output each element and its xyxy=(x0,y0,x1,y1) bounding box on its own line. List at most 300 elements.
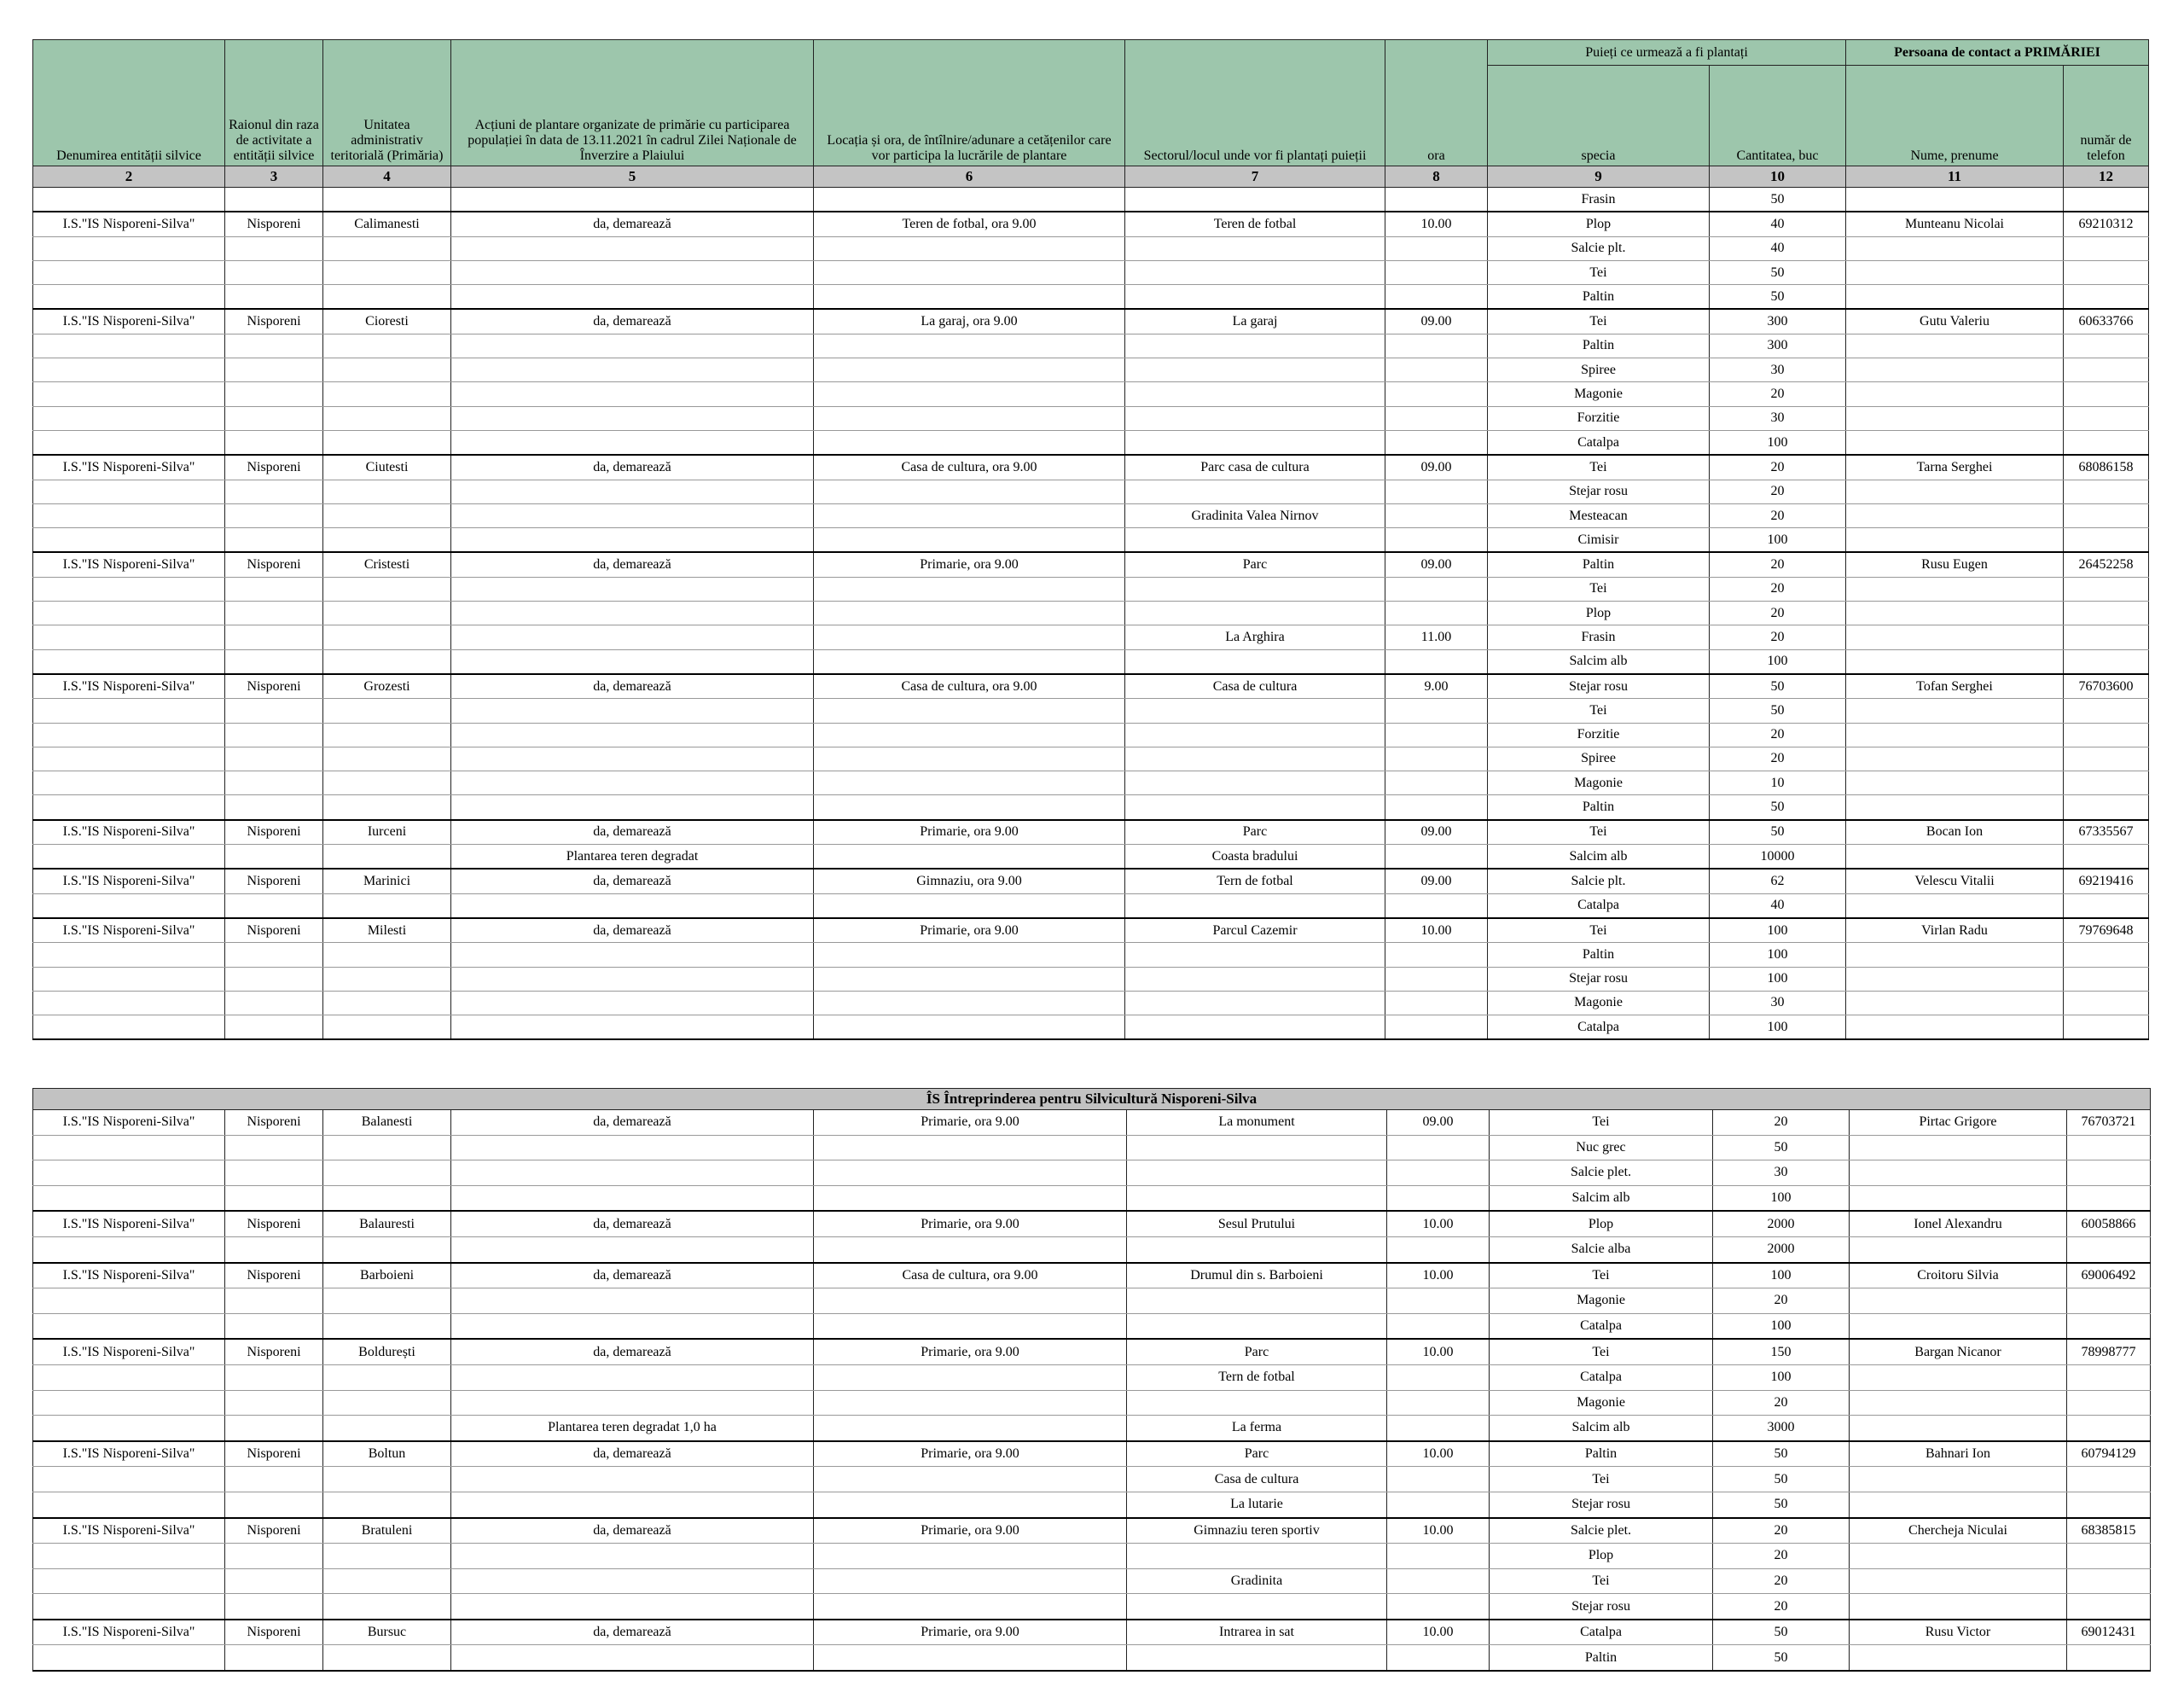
cell-quantity: 100 xyxy=(1710,1015,1846,1040)
cell-entity xyxy=(33,893,225,918)
cell-action xyxy=(451,577,814,601)
cell-species: Salcie plet. xyxy=(1490,1160,1713,1186)
cell-quantity: 100 xyxy=(1710,918,1846,943)
header-hour: ora xyxy=(1385,40,1488,166)
table-row xyxy=(33,1441,2151,1467)
cell-meeting-location: Primarie, ora 9.00 xyxy=(814,552,1125,577)
cell-hour xyxy=(1387,1364,1490,1390)
cell-species: Salcie plt. xyxy=(1488,236,1710,260)
column-number: 6 xyxy=(814,166,1125,188)
cell-entity xyxy=(33,602,225,625)
cell-entity: I.S."IS Nisporeni-Silva" xyxy=(33,212,225,236)
cell-municipality xyxy=(323,1467,451,1492)
cell-municipality xyxy=(323,943,451,967)
cell-phone: 60794129 xyxy=(2067,1441,2151,1467)
cell-district xyxy=(225,1015,323,1040)
cell-species: Catalpa xyxy=(1488,1015,1710,1040)
cell-quantity: 20 xyxy=(1713,1110,1850,1136)
cell-hour: 10.00 xyxy=(1387,1441,1490,1467)
cell-hour xyxy=(1385,771,1488,795)
cell-quantity: 20 xyxy=(1710,723,1846,747)
cell-quantity: 20 xyxy=(1710,577,1846,601)
cell-municipality xyxy=(323,480,451,503)
table-row xyxy=(33,503,2149,527)
cell-district: Nisporeni xyxy=(225,869,323,893)
cell-phone xyxy=(2067,1467,2151,1492)
table-row xyxy=(33,212,2149,236)
cell-quantity: 50 xyxy=(1713,1441,1850,1467)
cell-hour xyxy=(1387,1544,1490,1569)
cell-action xyxy=(451,480,814,503)
cell-species: Tei xyxy=(1488,577,1710,601)
cell-species: Salcie plet. xyxy=(1490,1518,1713,1544)
cell-quantity: 40 xyxy=(1710,236,1846,260)
cell-contact-name xyxy=(1846,503,2064,527)
cell-district xyxy=(225,1135,323,1160)
cell-quantity: 50 xyxy=(1710,795,1846,820)
cell-municipality: Grozesti xyxy=(323,674,451,699)
cell-species: Tei xyxy=(1488,699,1710,723)
cell-meeting-location xyxy=(814,528,1125,553)
cell-district: Nisporeni xyxy=(225,1339,323,1364)
cell-action xyxy=(451,795,814,820)
cell-district xyxy=(225,1185,323,1211)
cell-municipality xyxy=(323,649,451,674)
cell-meeting-location xyxy=(814,503,1125,527)
cell-phone xyxy=(2067,1416,2151,1441)
column-number: 10 xyxy=(1710,166,1846,188)
cell-action xyxy=(451,406,814,430)
table-row xyxy=(33,795,2149,820)
cell-contact-name: Pirtac Grigore xyxy=(1850,1110,2067,1136)
cell-quantity: 2000 xyxy=(1713,1211,1850,1236)
cell-entity xyxy=(33,1467,225,1492)
cell-meeting-location xyxy=(814,893,1125,918)
cell-quantity: 50 xyxy=(1710,285,1846,310)
cell-municipality xyxy=(323,893,451,918)
cell-municipality: Cioresti xyxy=(323,309,451,334)
cell-action xyxy=(451,771,814,795)
cell-meeting-location xyxy=(814,967,1125,991)
cell-district xyxy=(225,893,323,918)
cell-phone xyxy=(2067,1185,2151,1211)
cell-action: da, demarează xyxy=(451,1211,814,1236)
cell-district xyxy=(225,1467,323,1492)
cell-planting-sector xyxy=(1125,602,1385,625)
cell-entity: I.S."IS Nisporeni-Silva" xyxy=(33,869,225,893)
cell-district xyxy=(225,480,323,503)
cell-action xyxy=(451,1288,814,1314)
cell-meeting-location: Primarie, ora 9.00 xyxy=(814,1620,1127,1645)
cell-phone xyxy=(2067,1544,2151,1569)
cell-quantity: 30 xyxy=(1713,1160,1850,1186)
cell-meeting-location xyxy=(814,991,1125,1015)
cell-hour xyxy=(1385,967,1488,991)
cell-hour xyxy=(1385,334,1488,358)
cell-quantity: 50 xyxy=(1710,820,1846,845)
cell-entity xyxy=(33,991,225,1015)
cell-contact-name: Rusu Victor xyxy=(1850,1620,2067,1645)
cell-planting-sector: Coasta bradului xyxy=(1125,845,1385,870)
cell-quantity: 62 xyxy=(1710,869,1846,893)
cell-hour: 09.00 xyxy=(1385,820,1488,845)
cell-phone xyxy=(2064,723,2149,747)
cell-entity xyxy=(33,577,225,601)
cell-contact-name: Croitoru Silvia xyxy=(1850,1263,2067,1288)
cell-entity xyxy=(33,1236,225,1262)
table-row xyxy=(33,1364,2151,1390)
cell-municipality xyxy=(323,1568,451,1594)
cell-municipality: Ciutesti xyxy=(323,455,451,480)
cell-meeting-location xyxy=(814,723,1125,747)
cell-phone: 26452258 xyxy=(2064,552,2149,577)
cell-municipality: Marinici xyxy=(323,869,451,893)
cell-entity: I.S."IS Nisporeni-Silva" xyxy=(33,455,225,480)
table-row xyxy=(33,1645,2151,1671)
cell-meeting-location xyxy=(814,625,1125,649)
cell-meeting-location xyxy=(814,649,1125,674)
table-row xyxy=(33,1263,2151,1288)
cell-contact-name xyxy=(1846,480,2064,503)
cell-meeting-location xyxy=(814,1645,1127,1671)
table-row xyxy=(33,967,2149,991)
cell-phone xyxy=(2064,577,2149,601)
cell-action: da, demarează xyxy=(451,820,814,845)
header-planting-sector: Sectorul/locul unde vor fi plantați puieții xyxy=(1125,40,1385,166)
cell-hour xyxy=(1387,1160,1490,1186)
cell-planting-sector: La lutarie xyxy=(1127,1492,1387,1517)
cell-meeting-location xyxy=(814,1467,1127,1492)
table-row xyxy=(33,674,2149,699)
cell-action xyxy=(451,1390,814,1416)
cell-municipality xyxy=(323,260,451,284)
column-number: 12 xyxy=(2064,166,2149,188)
cell-meeting-location xyxy=(814,602,1125,625)
cell-entity xyxy=(33,1313,225,1339)
cell-hour: 09.00 xyxy=(1385,869,1488,893)
cell-meeting-location xyxy=(814,1594,1127,1620)
cell-district: Nisporeni xyxy=(225,1518,323,1544)
cell-contact-name xyxy=(1846,649,2064,674)
cell-planting-sector xyxy=(1125,577,1385,601)
cell-quantity: 50 xyxy=(1710,188,1846,212)
cell-municipality xyxy=(323,1416,451,1441)
cell-contact-name xyxy=(1850,1492,2067,1517)
cell-quantity: 50 xyxy=(1710,260,1846,284)
cell-contact-name xyxy=(1850,1364,2067,1390)
cell-contact-name xyxy=(1846,577,2064,601)
cell-municipality xyxy=(323,1364,451,1390)
cell-planting-sector xyxy=(1127,1594,1387,1620)
cell-quantity: 10000 xyxy=(1710,845,1846,870)
cell-meeting-location xyxy=(814,1364,1127,1390)
cell-species: Nuc grec xyxy=(1490,1135,1713,1160)
cell-meeting-location: Primarie, ora 9.00 xyxy=(814,1339,1127,1364)
column-number: 7 xyxy=(1125,166,1385,188)
cell-species: Magonie xyxy=(1490,1390,1713,1416)
cell-contact-name xyxy=(1846,699,2064,723)
table-row xyxy=(33,820,2149,845)
cell-quantity: 20 xyxy=(1713,1518,1850,1544)
cell-municipality: Boldurești xyxy=(323,1339,451,1364)
cell-hour xyxy=(1387,1288,1490,1314)
cell-phone xyxy=(2064,967,2149,991)
cell-planting-sector: Parc xyxy=(1127,1441,1387,1467)
cell-meeting-location xyxy=(814,1492,1127,1517)
cell-quantity: 3000 xyxy=(1713,1416,1850,1441)
cell-municipality xyxy=(323,699,451,723)
cell-contact-name: Velescu Vitalii xyxy=(1846,869,2064,893)
cell-planting-sector xyxy=(1125,406,1385,430)
cell-district xyxy=(225,430,323,455)
table-row xyxy=(33,455,2149,480)
cell-contact-name xyxy=(1850,1568,2067,1594)
cell-district xyxy=(225,334,323,358)
cell-planting-sector: Parc xyxy=(1125,552,1385,577)
table-row xyxy=(33,285,2149,310)
cell-planting-sector: La ferma xyxy=(1127,1416,1387,1441)
cell-quantity: 100 xyxy=(1713,1364,1850,1390)
cell-planting-sector xyxy=(1127,1390,1387,1416)
table-top-body xyxy=(33,188,2149,1040)
table-row xyxy=(33,1110,2151,1136)
cell-phone xyxy=(2064,188,2149,212)
cell-municipality: Balanesti xyxy=(323,1110,451,1136)
cell-entity: I.S."IS Nisporeni-Silva" xyxy=(33,1339,225,1364)
table-row xyxy=(33,845,2149,870)
cell-phone xyxy=(2064,480,2149,503)
cell-species: Forzitie xyxy=(1488,406,1710,430)
cell-municipality xyxy=(323,188,451,212)
cell-entity xyxy=(33,1015,225,1040)
cell-municipality xyxy=(323,406,451,430)
cell-meeting-location xyxy=(814,1015,1125,1040)
cell-entity xyxy=(33,1160,225,1186)
cell-entity xyxy=(33,649,225,674)
cell-entity xyxy=(33,1594,225,1620)
table-row xyxy=(33,552,2149,577)
cell-phone xyxy=(2064,260,2149,284)
cell-district xyxy=(225,602,323,625)
cell-district xyxy=(225,1364,323,1390)
cell-meeting-location xyxy=(814,771,1125,795)
cell-district xyxy=(225,747,323,771)
cell-planting-sector xyxy=(1125,699,1385,723)
cell-planting-sector xyxy=(1127,1135,1387,1160)
cell-contact-name: Rusu Eugen xyxy=(1846,552,2064,577)
cell-hour: 09.00 xyxy=(1385,309,1488,334)
cell-planting-sector: Teren de fotbal xyxy=(1125,212,1385,236)
table-row xyxy=(33,625,2149,649)
cell-contact-name: Tofan Serghei xyxy=(1846,674,2064,699)
cell-phone: 78998777 xyxy=(2067,1339,2151,1364)
cell-contact-name xyxy=(1846,943,2064,967)
cell-phone xyxy=(2064,771,2149,795)
cell-municipality: Boltun xyxy=(323,1441,451,1467)
cell-hour xyxy=(1385,943,1488,967)
cell-entity xyxy=(33,285,225,310)
cell-entity xyxy=(33,480,225,503)
cell-meeting-location: Primarie, ora 9.00 xyxy=(814,1441,1127,1467)
cell-hour: 9.00 xyxy=(1385,674,1488,699)
cell-species: Salcie plt. xyxy=(1488,869,1710,893)
cell-species: Salcim alb xyxy=(1488,649,1710,674)
cell-phone xyxy=(2064,236,2149,260)
cell-district xyxy=(225,699,323,723)
cell-meeting-location: Primarie, ora 9.00 xyxy=(814,1110,1127,1136)
cell-action xyxy=(451,528,814,553)
cell-quantity: 100 xyxy=(1713,1263,1850,1288)
cell-contact-name xyxy=(1850,1160,2067,1186)
cell-municipality xyxy=(323,1544,451,1569)
cell-entity xyxy=(33,406,225,430)
cell-contact-name xyxy=(1846,358,2064,382)
cell-district xyxy=(225,723,323,747)
cell-species: Frasin xyxy=(1488,188,1710,212)
planting-table-bottom xyxy=(32,1088,2151,1672)
cell-species: Magonie xyxy=(1488,771,1710,795)
cell-phone: 69219416 xyxy=(2064,869,2149,893)
cell-planting-sector xyxy=(1125,334,1385,358)
cell-district xyxy=(225,1313,323,1339)
cell-species: Tei xyxy=(1490,1339,1713,1364)
table-row xyxy=(33,528,2149,553)
cell-planting-sector: La Arghira xyxy=(1125,625,1385,649)
table-row xyxy=(33,480,2149,503)
cell-planting-sector: Parc xyxy=(1127,1339,1387,1364)
cell-phone xyxy=(2064,602,2149,625)
cell-species: Paltin xyxy=(1488,552,1710,577)
cell-entity: I.S."IS Nisporeni-Silva" xyxy=(33,1211,225,1236)
cell-contact-name xyxy=(1846,845,2064,870)
cell-quantity: 100 xyxy=(1710,943,1846,967)
cell-action: da, demarează xyxy=(451,212,814,236)
cell-planting-sector xyxy=(1125,188,1385,212)
cell-planting-sector xyxy=(1125,285,1385,310)
cell-species: Tei xyxy=(1488,918,1710,943)
cell-phone: 76703721 xyxy=(2067,1110,2151,1136)
cell-species: Paltin xyxy=(1488,795,1710,820)
cell-hour xyxy=(1385,845,1488,870)
cell-action: da, demarează xyxy=(451,674,814,699)
cell-meeting-location: Casa de cultura, ora 9.00 xyxy=(814,455,1125,480)
table-row xyxy=(33,991,2149,1015)
cell-planting-sector: Casa de cultura xyxy=(1127,1467,1387,1492)
cell-meeting-location xyxy=(814,1135,1127,1160)
cell-district: Nisporeni xyxy=(225,1263,323,1288)
cell-contact-name: Chercheja Niculai xyxy=(1850,1518,2067,1544)
cell-species: Catalpa xyxy=(1490,1313,1713,1339)
cell-contact-name xyxy=(1846,795,2064,820)
cell-municipality xyxy=(323,991,451,1015)
header-group-seedlings: Puieți ce urmează a fi plantați xyxy=(1488,40,1846,66)
cell-hour xyxy=(1387,1390,1490,1416)
cell-planting-sector: Parcul Cazemir xyxy=(1125,918,1385,943)
cell-species: Stejar rosu xyxy=(1488,674,1710,699)
cell-species: Tei xyxy=(1488,309,1710,334)
cell-hour: 10.00 xyxy=(1385,918,1488,943)
cell-planting-sector xyxy=(1125,1015,1385,1040)
cell-municipality xyxy=(323,1015,451,1040)
cell-meeting-location xyxy=(814,845,1125,870)
table-row xyxy=(33,430,2149,455)
cell-municipality xyxy=(323,236,451,260)
cell-district xyxy=(225,1236,323,1262)
cell-entity xyxy=(33,795,225,820)
cell-planting-sector: Casa de cultura xyxy=(1125,674,1385,699)
cell-meeting-location xyxy=(814,1236,1127,1262)
cell-district xyxy=(225,188,323,212)
cell-entity xyxy=(33,1645,225,1671)
cell-meeting-location: Primarie, ora 9.00 xyxy=(814,1518,1127,1544)
cell-phone xyxy=(2067,1594,2151,1620)
cell-entity xyxy=(33,1492,225,1517)
cell-municipality xyxy=(323,1492,451,1517)
cell-phone xyxy=(2067,1288,2151,1314)
cell-species: Catalpa xyxy=(1488,430,1710,455)
cell-meeting-location xyxy=(814,1313,1127,1339)
cell-species: Mesteacan xyxy=(1488,503,1710,527)
cell-quantity: 20 xyxy=(1713,1288,1850,1314)
cell-contact-name xyxy=(1846,382,2064,406)
cell-quantity: 100 xyxy=(1713,1185,1850,1211)
table-row xyxy=(33,649,2149,674)
cell-species: Stejar rosu xyxy=(1490,1594,1713,1620)
cell-contact-name xyxy=(1850,1135,2067,1160)
cell-contact-name xyxy=(1850,1236,2067,1262)
cell-planting-sector xyxy=(1125,943,1385,967)
cell-species: Cimisir xyxy=(1488,528,1710,553)
cell-municipality: Balauresti xyxy=(323,1211,451,1236)
cell-entity: I.S."IS Nisporeni-Silva" xyxy=(33,1441,225,1467)
cell-contact-name xyxy=(1846,602,2064,625)
table-row xyxy=(33,1339,2151,1364)
cell-phone xyxy=(2064,943,2149,967)
table-row xyxy=(33,1313,2151,1339)
cell-phone xyxy=(2067,1313,2151,1339)
cell-phone xyxy=(2067,1390,2151,1416)
cell-hour xyxy=(1387,1492,1490,1517)
cell-district xyxy=(225,1568,323,1594)
column-number: 4 xyxy=(323,166,451,188)
table-row xyxy=(33,943,2149,967)
cell-action: da, demarează xyxy=(451,552,814,577)
cell-contact-name xyxy=(1846,625,2064,649)
cell-contact-name: Tarna Serghei xyxy=(1846,455,2064,480)
cell-meeting-location xyxy=(814,1568,1127,1594)
cell-hour: 10.00 xyxy=(1387,1211,1490,1236)
column-number: 9 xyxy=(1488,166,1710,188)
cell-phone xyxy=(2064,285,2149,310)
cell-contact-name xyxy=(1846,771,2064,795)
cell-district xyxy=(225,845,323,870)
cell-hour xyxy=(1387,1313,1490,1339)
cell-action: da, demarează xyxy=(451,1620,814,1645)
table-row xyxy=(33,771,2149,795)
cell-contact-name xyxy=(1850,1416,2067,1441)
header-species: specia xyxy=(1488,66,1710,166)
cell-district xyxy=(225,577,323,601)
cell-species: Forzitie xyxy=(1488,723,1710,747)
cell-entity xyxy=(33,723,225,747)
cell-phone xyxy=(2067,1364,2151,1390)
cell-quantity: 50 xyxy=(1713,1135,1850,1160)
cell-entity: I.S."IS Nisporeni-Silva" xyxy=(33,1263,225,1288)
cell-contact-name xyxy=(1846,430,2064,455)
cell-hour: 09.00 xyxy=(1387,1110,1490,1136)
cell-action: da, demarează xyxy=(451,309,814,334)
cell-hour xyxy=(1385,260,1488,284)
